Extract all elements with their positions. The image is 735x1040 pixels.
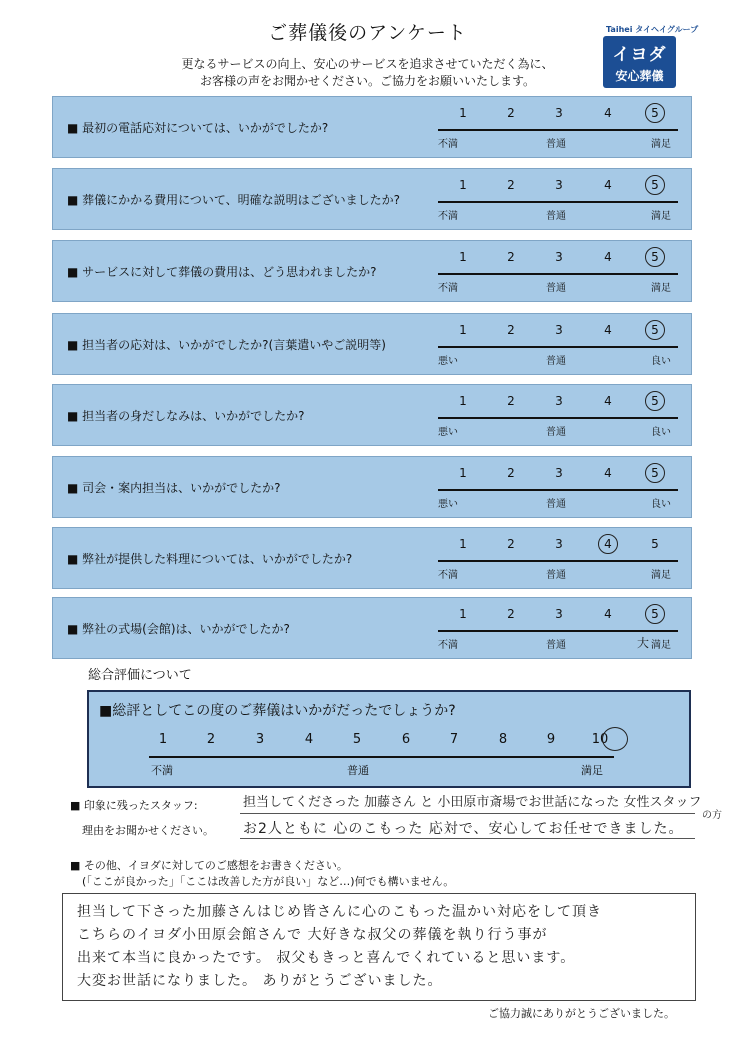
label-right: 良い [651,499,671,510]
rating-option-4[interactable]: 4 [604,106,612,120]
overall-option-1[interactable]: 1 [158,732,168,747]
overall-scale-line [149,756,614,758]
overall-option-3[interactable]: 3 [255,732,265,747]
rating-scale [453,323,673,339]
rating-option-3[interactable]: 3 [555,394,563,408]
label-right: 満足 [651,570,671,581]
selected-circle [645,391,665,411]
overall-option-4[interactable]: 4 [304,732,314,747]
question-row [52,96,692,158]
rating-option-5[interactable]: 5 [651,106,659,120]
rating-option-3[interactable]: 3 [555,537,563,551]
rating-option-1[interactable]: 1 [459,178,467,192]
free-comment-box [62,893,696,1001]
staff-answer-line-2: お2人ともに 心のこもった 応対で、安心してお任せできました。 [243,821,684,837]
label-left: 不満 [438,570,458,581]
label-right: 満足 [651,640,671,651]
question-text: ■ 弊社が提供した料理については、いかがでしたか? [67,552,353,566]
staff-answer-underline-1 [240,813,695,814]
scale-line [438,417,678,419]
comment-line: こちらのイヨダ小田原会館さんで 大好きな叔父の葬儀を執り行う事が [77,927,548,943]
rating-option-3[interactable]: 3 [555,466,563,480]
question-text: ■ 司会・案内担当は、いかがでしたか? [67,481,281,495]
scale-line [438,630,678,632]
label-mid: 普通 [546,356,566,367]
label-right: 良い [651,427,671,438]
overall-option-10[interactable]: 10 [591,732,609,747]
overall-option-9[interactable]: 9 [546,732,556,747]
question-row [52,527,692,589]
rating-option-4[interactable]: 4 [604,537,612,551]
rating-option-2[interactable]: 2 [507,178,515,192]
staff-answer-note: の方 [702,810,722,821]
rating-option-5[interactable]: 5 [651,394,659,408]
scale-line [438,273,678,275]
overall-option-7[interactable]: 7 [449,732,459,747]
label-left: 不満 [438,283,458,294]
free-comment-text [63,894,695,993]
rating-scale [453,394,673,410]
scale-line [438,129,678,131]
overall-rating-box [87,690,691,788]
question-text: ■ 最初の電話応対については、いかがでしたか? [67,121,329,135]
overall-option-2[interactable]: 2 [206,732,216,747]
rating-option-2[interactable]: 2 [507,537,515,551]
scale-line [438,489,678,491]
rating-option-4[interactable]: 4 [604,323,612,337]
comment-line: 出来て本当に良かったです。 叔父もきっと喜んでくれていると思います。 [77,950,576,966]
selected-circle [645,247,665,267]
label-left: 悪い [438,427,458,438]
rating-option-3[interactable]: 3 [555,607,563,621]
overall-label-right: 満足 [581,764,603,777]
rating-option-1[interactable]: 1 [459,250,467,264]
rating-scale [453,537,673,553]
other-instruction: (「ここが良かった」「ここは改善した方が良い」など…)何でも構いません。 [82,875,455,888]
staff-answer-line-1: 担当してくださった 加藤さん と 小田原市斎場でお世話になった 女性スタッフ [243,795,702,810]
rating-option-1[interactable]: 1 [459,607,467,621]
rating-option-2[interactable]: 2 [507,466,515,480]
logo-sub-text: 安心葬儀 [615,69,664,83]
label-mid: 普通 [546,640,566,651]
overall-option-6[interactable]: 6 [401,732,411,747]
question-text: ■ 弊社の式場(会館)は、いかがでしたか? [67,622,290,636]
label-left: 不満 [438,640,458,651]
staff-label: ■ 印象に残ったスタッフ: [70,799,198,812]
staff-reason-label: 理由をお聞かせください。 [82,824,214,837]
question-row [52,597,692,659]
question-row [52,384,692,446]
selected-circle [645,103,665,123]
selected-circle [645,463,665,483]
logo-main-text: イヨダ [612,45,667,65]
rating-option-3[interactable]: 3 [555,323,563,337]
selected-circle [645,604,665,624]
rating-scale [453,250,673,266]
label-left: 悪い [438,499,458,510]
question-text: ■ 担当者の応対は、いかがでしたか?(言葉遣いやご説明等) [67,338,386,352]
rating-option-5[interactable]: 5 [651,607,659,621]
question-text: ■ 葬儀にかかる費用について、明確な説明はございましたか? [67,193,401,207]
rating-option-2[interactable]: 2 [507,250,515,264]
rating-option-4[interactable]: 4 [604,394,612,408]
rating-option-5[interactable]: 5 [651,466,659,480]
rating-option-4[interactable]: 4 [604,250,612,264]
rating-option-2[interactable]: 2 [507,607,515,621]
question-text: ■ サービスに対して葬儀の費用は、どう思われましたか? [67,265,377,279]
label-right: 満足 [651,211,671,222]
overall-option-8[interactable]: 8 [498,732,508,747]
rating-option-4[interactable]: 4 [604,607,612,621]
company-logo [603,36,676,88]
label-mid: 普通 [546,570,566,581]
label-left: 不満 [438,211,458,222]
thanks-text: ご協力誠にありがとうございました。 [488,1007,675,1020]
rating-option-5[interactable]: 5 [651,537,659,551]
rating-scale [453,178,673,194]
intro-line-1: 更なるサービスの向上、安心のサービスを追求させていただく為に、 [181,57,554,71]
label-left: 不満 [438,139,458,150]
rating-option-5[interactable]: 5 [651,178,659,192]
label-right: 満足 [651,283,671,294]
rating-option-3[interactable]: 3 [555,250,563,264]
comment-line: 担当して下さった加藤さんはじめ皆さんに心のこもった温かい対応をして頂き [77,904,602,920]
label-right: 満足 [651,139,671,150]
other-label: ■ その他、イヨダに対してのご感想をお書きください。 [70,859,348,872]
page-title: ご葬儀後のアンケート [268,22,467,44]
label-mid: 普通 [546,283,566,294]
scale-line [438,560,678,562]
overall-label-left: 不満 [151,764,173,777]
question-row [52,456,692,518]
overall-section-title: 総合評価について [88,668,192,683]
selected-circle [645,320,665,340]
rating-option-3[interactable]: 3 [555,178,563,192]
label-mid: 普通 [546,427,566,438]
rating-scale [453,466,673,482]
selected-circle [598,534,618,554]
overall-selected-circle [602,727,628,751]
overall-question: ■総評としてこの度のご葬儀はいかがだったでしょうか? [99,703,456,719]
scale-line [438,346,678,348]
rating-option-1[interactable]: 1 [459,394,467,408]
rating-option-2[interactable]: 2 [507,394,515,408]
label-mid: 普通 [546,139,566,150]
staff-answer-underline-2 [240,838,695,839]
question-row [52,240,692,302]
selected-circle [645,175,665,195]
rating-option-4[interactable]: 4 [604,466,612,480]
rating-option-1[interactable]: 1 [459,106,467,120]
rating-option-4[interactable]: 4 [604,178,612,192]
handwritten-annotation: 大 [637,636,651,650]
overall-label-mid: 普通 [347,764,369,777]
group-logo-text: Taihei タイヘイグループ [606,25,699,34]
rating-option-2[interactable]: 2 [507,323,515,337]
rating-option-1[interactable]: 1 [459,466,467,480]
rating-option-1[interactable]: 1 [459,323,467,337]
question-row [52,168,692,230]
comment-line: 大変お世話になりました。 ありがとうございました。 [77,973,443,989]
label-left: 悪い [438,356,458,367]
rating-option-5[interactable]: 5 [651,250,659,264]
rating-option-5[interactable]: 5 [651,323,659,337]
label-right: 良い [651,356,671,367]
overall-scale-numbers [89,732,689,750]
label-mid: 普通 [546,499,566,510]
label-mid: 普通 [546,211,566,222]
rating-option-1[interactable]: 1 [459,537,467,551]
intro-line-2: お客様の声をお聞かせください。ご協力をお願いいたします。 [199,74,536,88]
question-text: ■ 担当者の身だしなみは、いかがでしたか? [67,409,305,423]
rating-option-3[interactable]: 3 [555,106,563,120]
rating-scale [453,607,673,623]
question-row [52,313,692,375]
rating-scale [453,106,673,122]
overall-option-5[interactable]: 5 [352,732,362,747]
scale-line [438,201,678,203]
rating-option-2[interactable]: 2 [507,106,515,120]
